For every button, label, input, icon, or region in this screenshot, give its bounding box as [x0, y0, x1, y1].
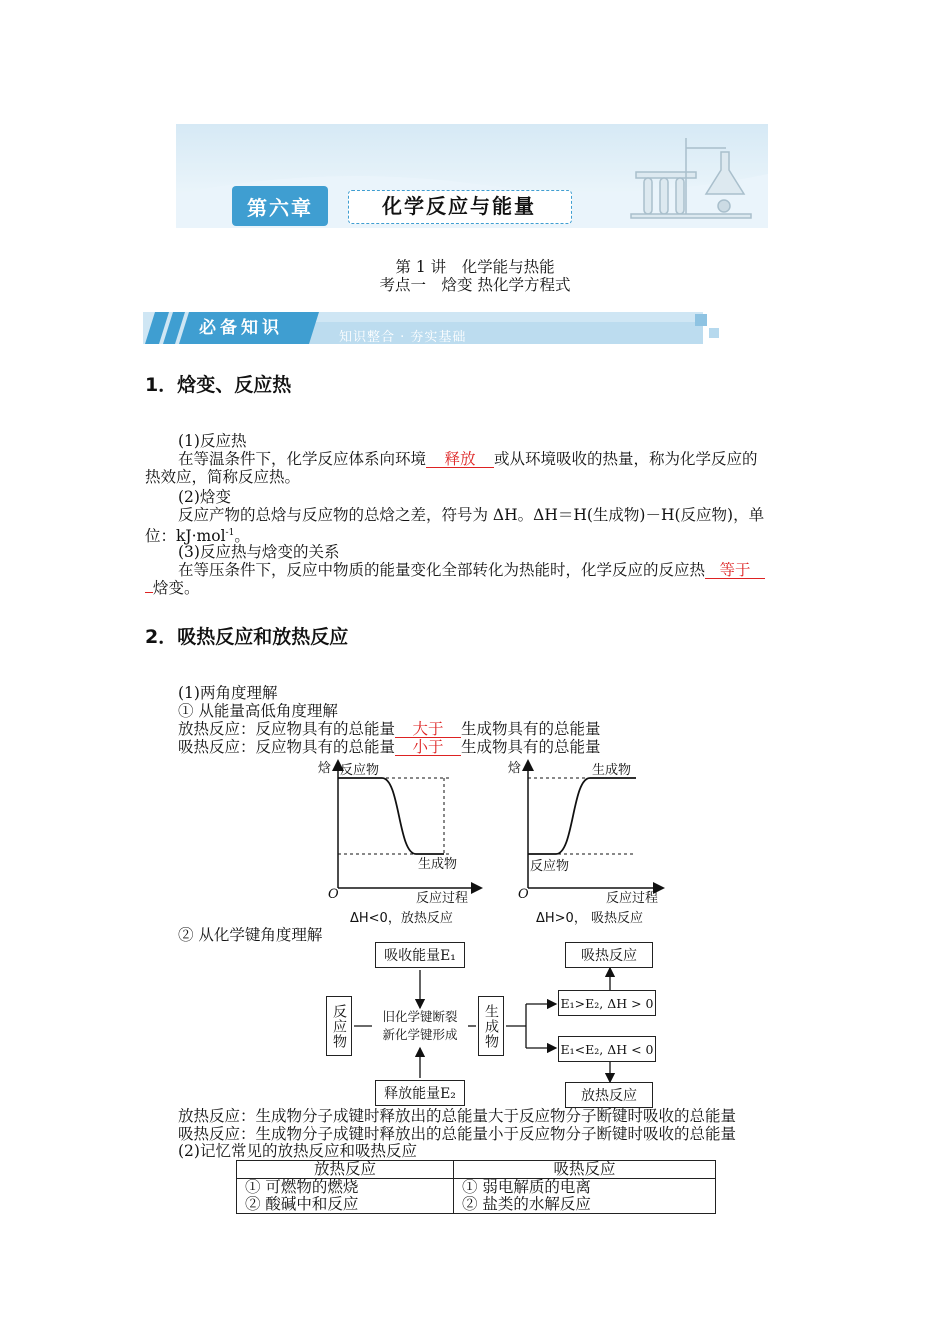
s1-p3-text-b: 焓变。: [153, 579, 200, 597]
blank-continuation: [145, 592, 153, 593]
s2-sub1: ① 从能量高低角度理解: [178, 702, 338, 720]
right-y-label: 焓: [508, 761, 522, 776]
chapter-badge: 第六章: [232, 186, 328, 226]
chapter-title: 化学反应与能量: [382, 194, 536, 218]
exo-text-b: 生成物具有的总能量: [461, 720, 601, 738]
s1-p3-line2: [145, 579, 200, 597]
answer-blank: 等于: [705, 562, 765, 579]
s2-sub2: ② 从化学键角度理解: [178, 926, 323, 944]
exo-text-a: 放热反应：反应物具有的总能量: [178, 720, 396, 738]
table-cell: ② 盐类的水解反应: [454, 1196, 716, 1214]
s1-p1-line1: [178, 450, 758, 468]
s2-exo-line: [178, 720, 601, 738]
exothermic-result-box: 放热反应: [565, 1082, 653, 1108]
s1-p3-line1: [178, 561, 765, 579]
table-cell: ① 可燃物的燃烧: [237, 1179, 454, 1197]
point-title: 考点一 焓变 热化学方程式: [379, 276, 571, 294]
table-header: 吸热反应: [454, 1161, 716, 1179]
right-low-label: 反应物: [530, 859, 570, 874]
bond-process-text: [372, 1008, 468, 1044]
s1-p1-line2: 热效应，简称反应热。: [145, 468, 301, 486]
section-bar-tagline: 知识整合 · 夯实基础: [339, 330, 467, 345]
exothermic-graph: [338, 762, 480, 888]
right-x-label: 反应过程: [606, 891, 659, 906]
table-header-row: [237, 1161, 716, 1179]
section-2-heading: 2．吸热反应和放热反应: [145, 626, 349, 648]
left-low-label: 生成物: [418, 857, 458, 872]
condition-exo-box: E₁<E₂, ΔH < 0: [558, 1036, 656, 1062]
table-header: 放热反应: [237, 1161, 454, 1179]
reactant-box: 反应物: [326, 996, 352, 1056]
s1-p3-title: (3)反应热与焓变的关系: [178, 543, 340, 561]
unit-text: 位：kJ·mol: [145, 527, 226, 546]
unit-end: 。: [234, 527, 250, 546]
chapter-banner: [176, 124, 768, 228]
s1-p2-title: (2)焓变: [178, 488, 231, 506]
table-cell: ② 酸碱中和反应: [237, 1196, 454, 1214]
energy-curve: [338, 778, 444, 854]
s1-p3-text-a: 在等压条件下，反应中物质的能量变化全部转化为热能时，化学反应的反应热: [178, 561, 706, 579]
left-high-label: 反应物: [340, 763, 380, 778]
s2-p1-title: (1)两角度理解: [178, 684, 278, 702]
bond-endo-line: 吸热反应：生成物分子成键时释放出的总能量小于反应物分子断键时吸收的总能量: [178, 1125, 737, 1143]
s1-p1-text-b: 或从环境吸收的热量，称为化学反应的: [494, 450, 758, 468]
s1-p2-line2: [145, 524, 250, 545]
answer-blank: 大于: [395, 721, 461, 738]
s1-p1-title: (1)反应热: [178, 432, 247, 450]
product-box: 生成物: [478, 996, 504, 1056]
release-energy-box: 释放能量E₂: [375, 1080, 465, 1106]
left-caption: ΔH<0，放热反应: [350, 911, 453, 926]
answer-blank: 小于: [395, 739, 461, 756]
left-y-label: 焓: [318, 761, 332, 776]
table-cell: ① 弱电解质的电离: [454, 1179, 716, 1197]
section-bar: [143, 312, 733, 344]
condition-endo-box: E₁>E₂, ΔH > 0: [558, 990, 656, 1016]
section-bar-label: 必备知识: [199, 318, 283, 338]
lecture-title: 第 1 讲 化学能与热能: [395, 258, 555, 276]
energy-curve: [528, 778, 636, 854]
table-row: [237, 1196, 716, 1214]
section-1-heading: 1．焓变、反应热: [145, 374, 292, 396]
bond-break-text: 旧化学键断裂: [382, 1009, 458, 1024]
bond-form-text: 新化学键形成: [382, 1027, 458, 1042]
table-row: [237, 1179, 716, 1197]
s2-p2-title: (2)记忆常见的放热反应和吸热反应: [178, 1142, 417, 1160]
right-high-label: 生成物: [592, 763, 632, 778]
answer-blank: 释放: [426, 451, 494, 468]
right-caption: ΔH>0， 吸热反应: [536, 911, 643, 926]
s1-p2-line1: 反应产物的总焓与反应物的总焓之差，符号为 ΔH。ΔH＝H(生成物)－H(反应物)，单: [178, 506, 765, 524]
unit-superscript: -1: [225, 528, 235, 538]
absorb-energy-box: 吸收能量E₁: [375, 942, 465, 968]
right-origin: O: [518, 887, 529, 902]
bond-exo-line: 放热反应：生成物分子成键时释放出的总能量大于反应物分子断键时吸收的总能量: [178, 1107, 737, 1125]
endo-text-a: 吸热反应：反应物具有的总能量: [178, 738, 396, 756]
endo-text-b: 生成物具有的总能量: [461, 738, 601, 756]
reaction-table: [236, 1160, 716, 1214]
endothermic-result-box: 吸热反应: [565, 942, 653, 968]
left-origin: O: [328, 887, 339, 902]
left-x-label: 反应过程: [416, 891, 469, 906]
s1-p1-text-a: 在等温条件下，化学反应体系向环境: [178, 450, 427, 468]
